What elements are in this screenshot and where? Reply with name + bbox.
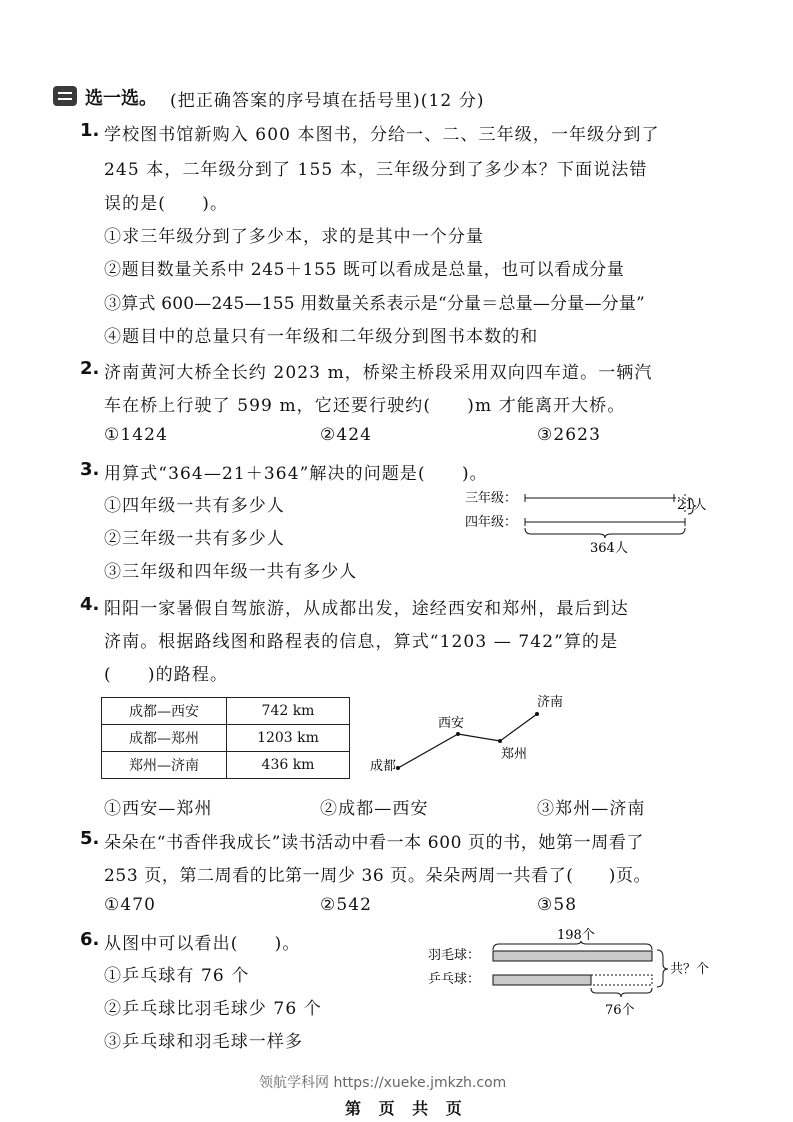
q5-option-3: ③58: [537, 895, 578, 915]
q6-bottom-brace: [591, 988, 652, 997]
q6-pingpong-bar: [493, 975, 591, 985]
q4-city-dot: [535, 712, 539, 716]
q4-city-dot: [498, 739, 502, 743]
q2-number: 2.: [80, 358, 100, 379]
q5-option-2: ②542: [320, 895, 373, 915]
q6-diagram-row2-label: 乒乓球：: [428, 972, 481, 987]
q2-line-2: 车在桥上行驶了 599 m，它还要行驶约( )m 才能离开大桥。: [104, 396, 626, 416]
q4-city-dot: [396, 766, 400, 770]
q4-map-zhengzhou: 郑州: [501, 747, 528, 762]
footer-page-number: 第 页 共 页: [345, 1099, 468, 1118]
q3-option-1: ①四年级一共有多少人: [104, 496, 285, 516]
q4-line-1: 阳阳一家暑假自驾旅游，从成都出发，途经西安和郑州，最后到达: [104, 599, 629, 619]
q4-table-route-2: 成都—郑州: [102, 725, 227, 752]
q3-option-2: ②三年级一共有多少人: [104, 529, 285, 549]
q4-table-route-3: 郑州—济南: [102, 752, 227, 779]
q4-option-3: ③郑州—济南: [537, 799, 646, 819]
q6-badminton-bar: [493, 951, 652, 961]
q1-line-1: 学校图书馆新购入 600 本图书，分给一、二、三年级，一年级分到了: [104, 125, 660, 145]
q6-option-2: ②乒乓球比羽毛球少 76 个: [104, 999, 322, 1019]
q3-diagram-row1-label: 三年级：: [465, 491, 518, 506]
table-row: [102, 698, 350, 725]
q3-number: 3.: [80, 459, 100, 480]
q3-total-brace: [525, 528, 685, 538]
q4-map-xian: 西安: [438, 716, 465, 731]
q5-option-1: ①470: [104, 895, 157, 915]
q1-line-3: 误的是( )。: [104, 194, 229, 214]
q4-table-distance-2: 1203 km: [227, 725, 350, 752]
q6-number: 6.: [80, 929, 100, 950]
q4-map-jinan: 济南: [537, 695, 564, 710]
q2-option-2: ②424: [320, 425, 373, 445]
q6-right-brace: [657, 950, 668, 987]
q4-number: 4.: [80, 594, 100, 615]
q4-table-distance-1: 742 km: [227, 698, 350, 725]
q5-line-2: 253 页，第二周看的比第一周少 36 页。朵朵两周一共看了( )页。: [104, 866, 652, 886]
q6-diagram-row1-label: 羽毛球：: [428, 948, 481, 963]
section-title: 选一选。: [85, 88, 157, 109]
q5-number: 5.: [80, 828, 100, 849]
q1-option-4: ④题目中的总量只有一年级和二年级分到图书本数的和: [104, 327, 539, 347]
q4-map-chengdu: 成都: [370, 759, 397, 774]
section-badge-icon: [53, 86, 77, 106]
q4-route-map: [365, 688, 585, 783]
q4-city-dot: [456, 732, 460, 736]
q2-line-1: 济南黄河大桥全长约 2023 m，桥梁主桥段采用双向四车道。一辆汽: [104, 363, 653, 383]
q3-diagram-diff: 21人: [677, 498, 707, 513]
q6-option-1: ①乒乓球有 76 个: [104, 966, 250, 986]
q6-diagram-top: 198个: [557, 928, 595, 943]
q4-line-3: ( )的路程。: [104, 665, 229, 685]
q2-option-3: ③2623: [537, 425, 602, 445]
q6-diagram-bottom: 76个: [605, 1003, 635, 1018]
q4-table-route-1: 成都—西安: [102, 698, 227, 725]
q4-option-2: ②成都—西安: [320, 799, 429, 819]
table-row: [102, 725, 350, 752]
q3-line: 用算式“364—21＋364”解决的问题是( )。: [104, 464, 488, 484]
q6-line: 从图中可以看出( )。: [104, 934, 301, 954]
q6-pingpong-dashed-bar: [591, 975, 652, 985]
q4-line-2: 济南。根据路线图和路程表的信息，算式“1203 — 742”算的是: [104, 632, 619, 652]
q1-option-1: ①求三年级分到了多少本，求的是其中一个分量: [104, 227, 485, 247]
q6-diagram-brace-label: 共？个: [670, 962, 710, 977]
q5-line-1: 朵朵在“书香伴我成长”读书活动中看一本 600 页的书，她第一周看了: [104, 833, 645, 853]
q4-table-distance-3: 436 km: [227, 752, 350, 779]
q1-number: 1.: [80, 120, 100, 141]
q1-option-2: ②题目数量关系中 245＋155 既可以看成是总量，也可以看成分量: [104, 260, 625, 280]
q2-option-1: ①1424: [104, 425, 169, 445]
q3-diagram-total: 364人: [590, 541, 628, 556]
q6-option-3: ③乒乓球和羽毛球一样多: [104, 1032, 304, 1052]
q1-line-2: 245 本，二年级分到了 155 本，三年级分到了多少本？下面说法错: [104, 160, 648, 180]
q1-option-3: ③算式 600—245—155 用数量关系表示是“分量＝总量—分量—分量”: [104, 294, 645, 314]
q4-option-1: ①西安—郑州: [104, 799, 213, 819]
q4-distance-table: [101, 697, 350, 779]
q6-bar-diagram: [420, 922, 730, 1022]
q3-line-segment-diagram: [455, 484, 735, 559]
q3-diagram-row2-label: 四年级：: [465, 515, 518, 530]
q3-option-3: ③三年级和四年级一共有多少人: [104, 562, 358, 582]
footer-source: 领航学科网 https://xueke.jmkzh.com: [259, 1075, 507, 1091]
table-row: [102, 752, 350, 779]
section-note: (把正确答案的序号填在括号里)(12 分): [170, 91, 485, 111]
